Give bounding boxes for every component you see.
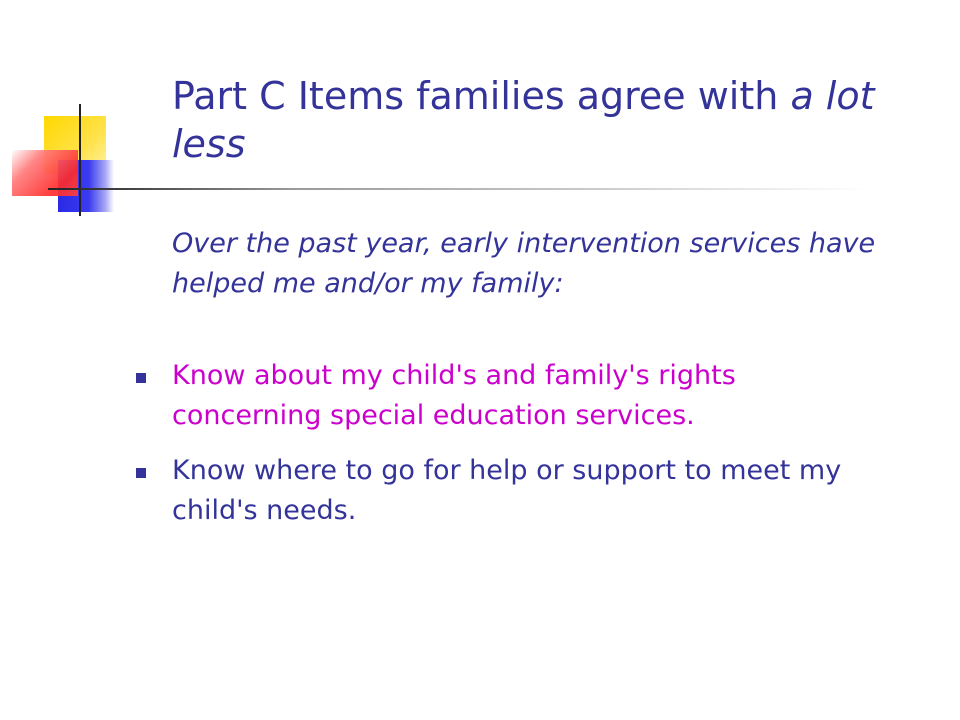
bullet-text: Know about my child's and family's rights concerning special education services. [172, 360, 736, 431]
slide-title-main: Part C Items families agree with [172, 74, 791, 118]
bullet-item-help [130, 451, 890, 531]
slide-title [172, 72, 912, 168]
title-underline-rule [48, 188, 868, 190]
bullet-text: Know where to go for help or support to meet my child's needs. [172, 455, 842, 526]
bullet-square-icon [136, 373, 146, 383]
corner-decoration [0, 0, 180, 230]
bullet-item-rights [130, 356, 890, 436]
slide-subtitle: Over the past year, early intervention services have helped me and/or my family: [172, 228, 876, 299]
bullet-list [130, 356, 890, 546]
vertical-rule [79, 104, 81, 216]
bullet-square-icon [136, 468, 146, 478]
slide-title-emphasis: a lot less [172, 74, 875, 166]
